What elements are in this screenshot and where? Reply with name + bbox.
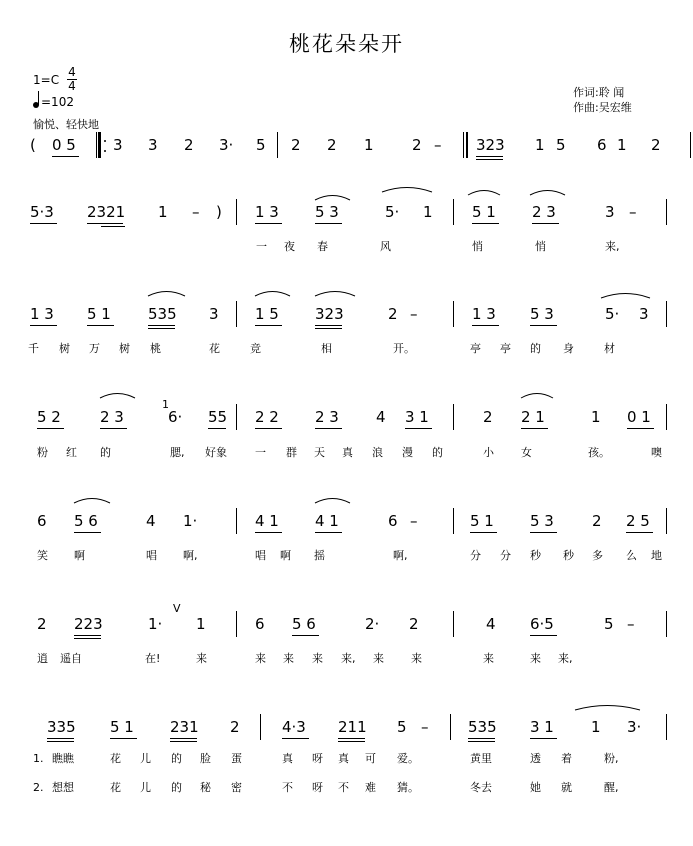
lyric-syllable-verse2: 想想 [52,781,74,794]
lyric-syllable: 来 [373,652,384,665]
note-token: 5· [385,203,400,221]
breath-mark: V [173,602,181,615]
note-token: – [410,305,418,323]
lyric-syllable: 春 [317,240,328,253]
lyric-syllable: 孩。 [588,446,610,459]
note-token: 5 1 [472,203,496,221]
slur-arc [601,294,650,299]
note-token: 5 [556,136,566,154]
slur-arc [255,292,290,297]
note-token: – [627,615,635,633]
note-token: 211 [338,718,367,736]
lyric-syllable: 啊 [280,549,291,562]
lyric-syllable: 秒 [563,549,574,562]
lyric-syllable: 一 [256,240,267,253]
note-token: 2 [230,718,240,736]
lyric-syllable: 唱 [255,549,266,562]
lyric-syllable-verse2: 醒, [604,781,619,794]
note-token: 2 3 [532,203,556,221]
lyric-syllable-verse2: 的 [171,781,182,794]
lyric-syllable: 腮, [170,446,185,459]
note-token: 2 [651,136,661,154]
note-token: ( [30,136,36,154]
note-token: 4 1 [255,512,279,530]
lyric-syllable-verse2: 2. [33,781,44,794]
lyric-syllable: 唱 [146,549,157,562]
note-token: 0 1 [627,408,651,426]
slur-arc [575,706,640,711]
lyric-syllable: 在! [145,652,161,665]
note-token: 3 [113,136,123,154]
lyric-syllable: 来 [255,652,266,665]
lyric-syllable: 材 [604,342,615,355]
lyric-syllable: 真 [282,752,293,765]
tempo-value: =102 [41,95,74,109]
lyric-syllable: 的 [100,446,111,459]
song-title: 桃花朵朵开 [289,32,404,56]
composer-credit: 作曲:吴宏维 [573,101,632,114]
lyric-syllable: 噢 [651,446,662,459]
note-token: – [421,718,429,736]
lyric-syllable: 的 [530,342,541,355]
lyric-syllable: 瞧瞧 [52,752,74,765]
note-token: 6 [255,615,265,633]
lyric-syllable: 浪 [372,446,383,459]
lyric-syllable: 开。 [393,342,415,355]
slur-arc [468,191,500,196]
note-token: 3· [219,136,234,154]
note-token: 55 [208,408,228,426]
lyric-syllable: 多 [592,549,603,562]
lyric-syllable: 粉 [37,446,48,459]
lyric-syllable: 来 [312,652,323,665]
note-token: 3· [627,718,642,736]
lyric-syllable: 黄里 [470,752,492,765]
note-token: 4 [486,615,496,633]
note-token: 1· [183,512,198,530]
lyric-syllable: 来, [605,240,620,253]
note-token: 5 1 [87,305,111,323]
slur-arc [521,394,553,399]
note-token: 1 [423,203,433,221]
note-token: 5 6 [292,615,316,633]
note-token: 335 [47,718,76,736]
lyric-syllable: 来 [283,652,294,665]
lyric-syllable: 夜 [284,240,295,253]
lyric-syllable: 群 [286,446,297,459]
lyric-syllable-verse2: 就 [561,781,572,794]
note-token: 5 [397,718,407,736]
lyric-syllable: 摇 [314,549,325,562]
lyric-syllable: 万 [89,342,100,355]
note-token: 1 [591,408,601,426]
note-token: 5 [604,615,614,633]
note-token: 1 [591,718,601,736]
note-token: 5 3 [315,203,339,221]
note-token: – [434,136,442,154]
note-token: 231 [170,718,199,736]
note-token: 1 3 [255,203,279,221]
note-token: 2 [291,136,301,154]
note-token: 3 [148,136,158,154]
note-token: 5 1 [110,718,134,736]
lyric-syllable: 地 [651,549,662,562]
note-token: 5 3 [530,305,554,323]
lyric-syllable: 竞 [250,342,261,355]
lyric-syllable: 来 [196,652,207,665]
note-token: 1 [158,203,168,221]
lyric-syllable: 分 [470,549,481,562]
lyric-syllable: 亭 [500,342,511,355]
note-token: 223 [74,615,103,633]
note-token: 2 3 [100,408,124,426]
note-token: 1 [617,136,627,154]
lyric-syllable: 小 [483,446,494,459]
lyric-syllable: 啊, [183,549,198,562]
lyric-syllable: 悄 [472,240,483,253]
note-token: 6·5 [530,615,554,633]
lyric-syllable: 啊 [74,549,85,562]
note-token: 5 1 [470,512,494,530]
lyric-syllable: 1. [33,752,44,765]
note-token: 2321 [87,203,126,221]
lyric-syllable: 逍 [37,652,48,665]
lyric-syllable: 粉, [604,752,619,765]
lyric-syllable: 笑 [37,549,48,562]
note-token: 1 3 [472,305,496,323]
note-token: 1 [364,136,374,154]
lyric-syllable: 啊, [393,549,408,562]
slur-arc [100,394,135,399]
note-token: 2 [409,615,419,633]
key-signature: 1=C [33,73,60,87]
lyric-syllable: 好象 [205,446,227,459]
note-token: 1· [148,615,163,633]
time-bottom: 4 [68,79,76,93]
note-token: 1 5 [255,305,279,323]
note-token: 2 [37,615,47,633]
note-token: 6 [37,512,47,530]
slur-arc [530,191,565,196]
lyric-syllable: 蛋 [231,752,242,765]
lyric-syllable: 漫 [402,446,413,459]
lyric-syllable: 身 [563,342,574,355]
note-token: 0 5 [52,136,76,154]
note-token: – [410,512,418,530]
note-token: 4 1 [315,512,339,530]
note-token: 3 1 [405,408,429,426]
slur-arc [74,499,110,504]
note-token: 2 3 [315,408,339,426]
lyricist-credit: 作词:聆 闻 [573,86,625,99]
note-token: – [629,203,637,221]
lyric-syllable: 么 [626,549,637,562]
lyric-syllable: 悄 [535,240,546,253]
lyric-syllable: 亭 [470,342,481,355]
note-token: ) [216,203,222,221]
note-token: 4 [376,408,386,426]
note-token: 1 3 [30,305,54,323]
lyric-syllable: 分 [500,549,511,562]
note-token: 2 [327,136,337,154]
lyric-syllable-verse2: 不 [338,781,349,794]
note-token: 2 2 [255,408,279,426]
lyric-syllable: 风 [380,240,391,253]
note-token: 1 [535,136,545,154]
lyric-syllable: 可 [365,752,376,765]
slur-arc [315,292,355,297]
note-token: – [192,203,200,221]
note-token: 5 2 [37,408,61,426]
note-token: 5· [605,305,620,323]
lyric-syllable: 来 [530,652,541,665]
lyric-syllable: 的 [432,446,443,459]
note-token: 4 [146,512,156,530]
lyric-syllable-verse2: 难 [365,781,376,794]
lyric-syllable-verse2: 呀 [312,781,323,794]
slur-arc [382,188,432,193]
lyric-syllable: 女 [521,446,532,459]
note-token: 2· [365,615,380,633]
note-token: 535 [148,305,177,323]
lyric-syllable-verse2: 冬去 [470,781,492,794]
note-token: 5 [256,136,266,154]
lyric-syllable: 儿 [140,752,151,765]
note-token: 5 3 [530,512,554,530]
lyric-syllable: 来, [558,652,573,665]
note-token: 4·3 [282,718,306,736]
grace-note: 1 [162,398,169,411]
lyric-syllable-verse2: 儿 [140,781,151,794]
lyric-syllable: 的 [171,752,182,765]
note-token: 2 1 [521,408,545,426]
note-token: 3 1 [530,718,554,736]
lyric-syllable-verse2: 她 [530,781,541,794]
lyric-syllable: 脸 [200,752,211,765]
lyric-syllable: 爱。 [397,752,419,765]
lyric-syllable-verse2: 秘 [200,781,211,794]
lyric-syllable-verse2: 不 [282,781,293,794]
lyric-syllable: 桃 [150,342,161,355]
note-token: 2 [412,136,422,154]
note-token: 3 [209,305,219,323]
note-token: 535 [468,718,497,736]
lyric-syllable: 花 [110,752,121,765]
note-token: 2 [388,305,398,323]
lyric-syllable: 遥自 [60,652,82,665]
note-token: 2 5 [626,512,650,530]
lyric-syllable: 来 [483,652,494,665]
slur-arc [315,499,350,504]
note-token: 2 [184,136,194,154]
lyric-syllable: 千 [28,342,39,355]
lyric-syllable: 真 [338,752,349,765]
lyric-syllable: 相 [321,342,332,355]
note-token: 5 6 [74,512,98,530]
lyric-syllable: 红 [66,446,77,459]
lyric-syllable: 花 [209,342,220,355]
note-token: 2 [483,408,493,426]
lyric-syllable: 来 [411,652,422,665]
note-token: 323 [315,305,344,323]
lyric-syllable: 呀 [312,752,323,765]
note-token: 3 [639,305,649,323]
note-token: 323 [476,136,505,154]
note-token: 3 [605,203,615,221]
lyric-syllable: 树 [119,342,130,355]
lyric-syllable: 透 [530,752,541,765]
note-token: 6 [388,512,398,530]
time-top: 4 [68,65,76,79]
lyric-syllable: 秒 [530,549,541,562]
note-token: 2 [592,512,602,530]
lyric-syllable-verse2: 密 [231,781,242,794]
slur-arc [315,196,350,201]
lyric-syllable: 来, [341,652,356,665]
lyric-syllable: 着 [561,752,572,765]
note-token: 6 [597,136,607,154]
note-token: 6· [168,408,183,426]
note-token: 5·3 [30,203,54,221]
lyric-syllable-verse2: 猜。 [397,781,419,794]
expression-marking: 愉悦、轻快地 [33,118,99,131]
lyric-syllable: 树 [59,342,70,355]
lyric-syllable: 一 [255,446,266,459]
lyric-syllable-verse2: 花 [110,781,121,794]
note-token: 1 [196,615,206,633]
lyric-syllable: 天 [314,446,325,459]
lyric-syllable: 真 [342,446,353,459]
slur-arc [148,292,185,297]
